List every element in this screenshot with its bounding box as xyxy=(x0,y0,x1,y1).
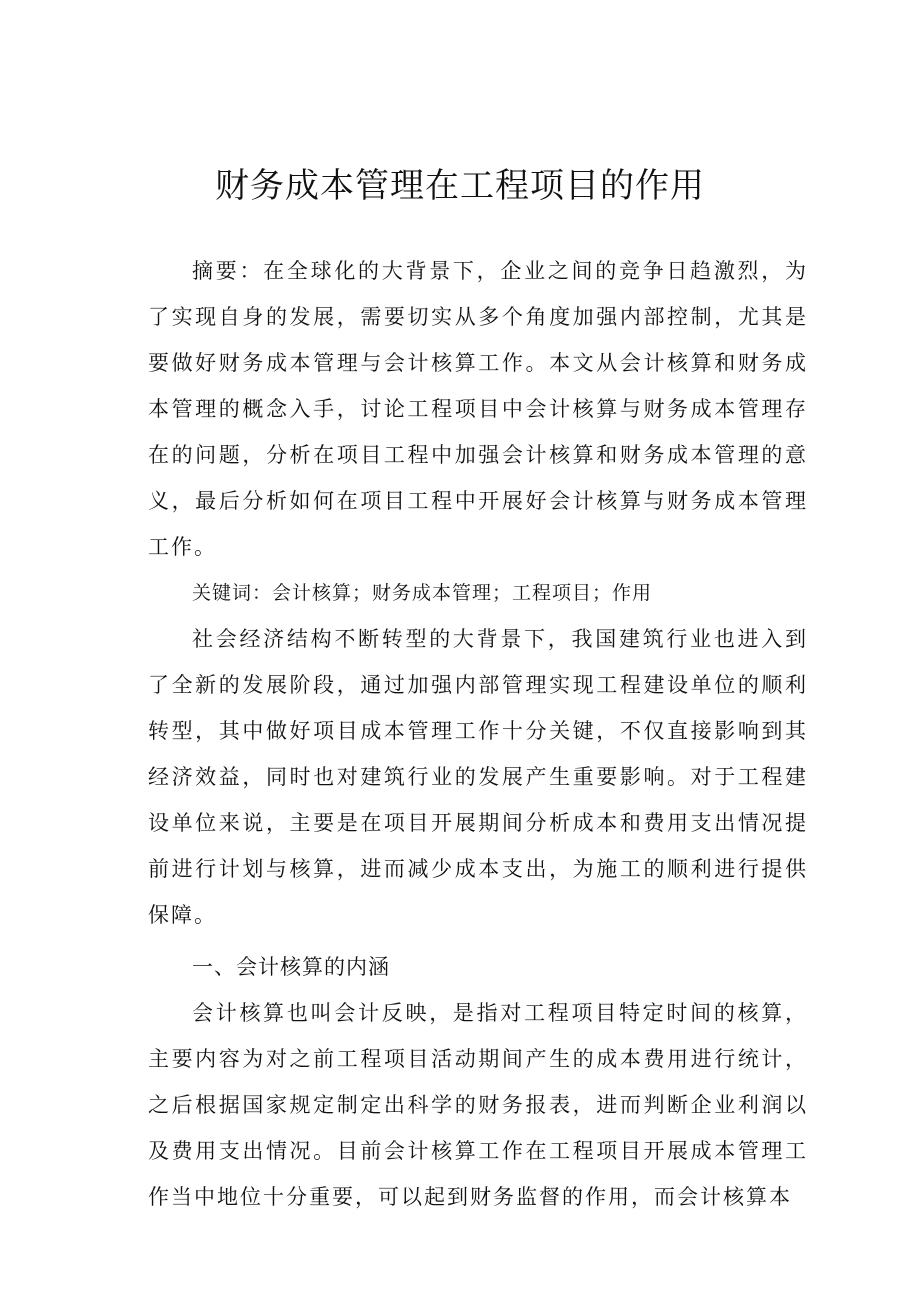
document-body xyxy=(148,248,808,1220)
intro-paragraph: 社会经济结构不断转型的大背景下，我国建筑行业也进入到了全新的发展阶段，通过加强内部管理实现工程建设单位的顺利转型，其中做好项目成本管理工作十分关键，不仅直接影响到其经济效益，同时也对建筑行业的发展产生重要影响。对于工程建设单位来说，主要是在项目开展期间分析成本和费用支出情况提前进行计划与核算，进而减少成本支出，为施工的顺利进行提供保障。 xyxy=(148,627,808,927)
section-heading: 一、会计核算的内涵 xyxy=(192,955,390,979)
abstract-paragraph: 摘要：在全球化的大背景下，企业之间的竞争日趋激烈，为了实现自身的发展，需要切实从多个角度加强内部控制，尤其是要做好财务成本管理与会计核算工作。本文从会计核算和财务成本管理的概念入手，讨论工程项目中会计核算与财务成本管理存在的问题，分析在项目工程中加强会计核算和财务成本管理的意义，最后分析如何在项目工程中开展好会计核算与财务成本管理工作。 xyxy=(148,259,808,559)
document-title: 财务成本管理在工程项目的作用 xyxy=(215,166,705,206)
keywords-line: 关键词：会计核算；财务成本管理；工程项目；作用 xyxy=(192,582,653,604)
section-paragraph: 会计核算也叫会计反映，是指对工程项目特定时间的核算，主要内容为对之前工程项目活动期间产生的成本费用进行统计，之后根据国家规定制定出科学的财务报表，进而判断企业利润以及费用支出情况。目前会计核算工作在工程项目开展成本管理工作当中地位十分重要，可以起到财务监督的作用，而会计核算本 xyxy=(148,1001,808,1209)
